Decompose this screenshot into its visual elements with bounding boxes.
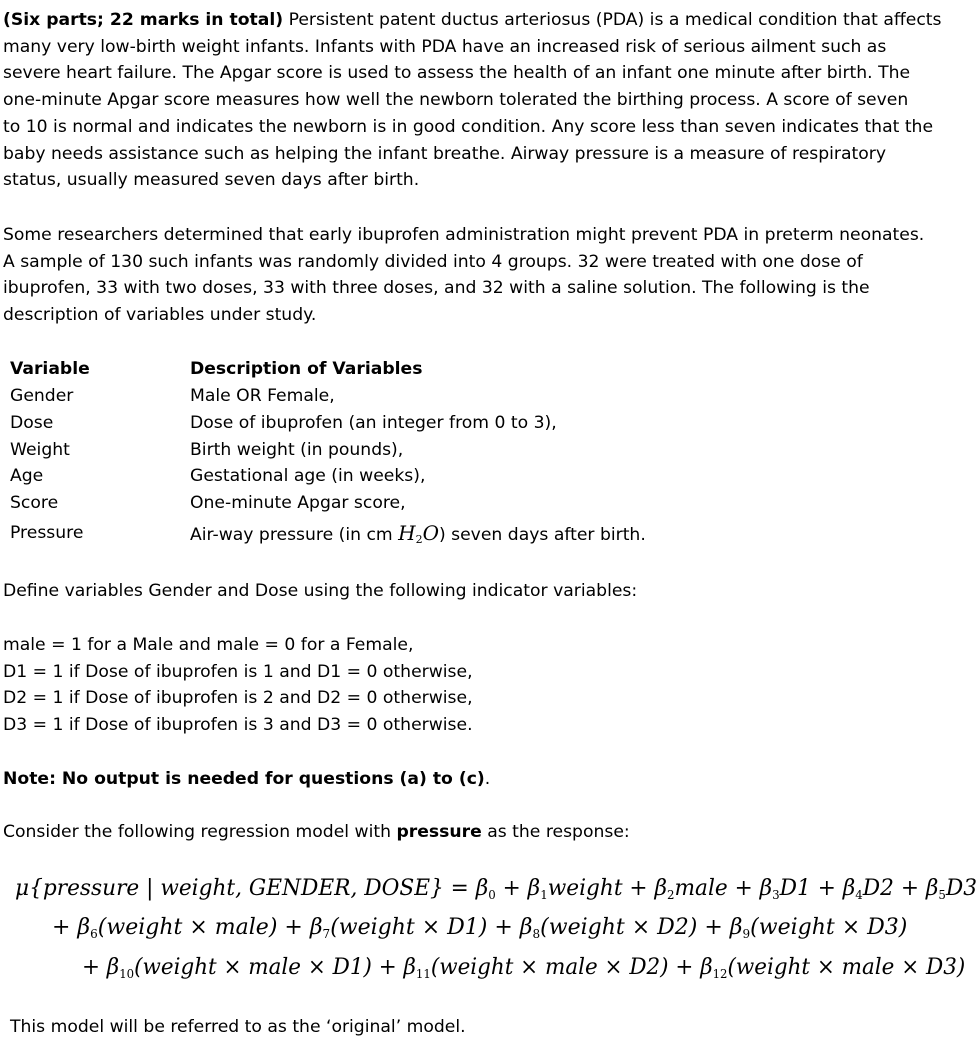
h2o-unit: $H_2O$ xyxy=(398,521,439,546)
variable-description: Gestational age (in weeks), xyxy=(190,466,426,486)
intro-line: baby needs assistance such as helping the infant breathe. Airway pressure is a measure of respiratory xyxy=(3,143,886,164)
study-line: A sample of 130 such infants was randomly divided into 4 groups. 32 were treated with one dose of xyxy=(3,251,863,272)
variable-description: Male OR Female, xyxy=(190,386,335,406)
indicator-list xyxy=(3,632,965,739)
intro-line: (Six parts; 22 marks in total) Persistent patent ductus arteriosus (PDA) is a medical condition that affects xyxy=(3,10,942,30)
study-line: description of variables under study. xyxy=(3,305,317,326)
intro-paragraph xyxy=(3,7,965,194)
variable-description: One-minute Apgar score, xyxy=(190,493,406,513)
equation-line-3: + $\beta_{10}(weight$ × male × $D1) + \beta_{11}(weight$ × male × $D2) + \beta_{12}(weight$ × male × D3) xyxy=(82,955,966,981)
variable-description: Dose of ibuprofen (an integer from 0 to 3), xyxy=(190,413,557,433)
consider-text: Consider the following regression model with pressure as the response: xyxy=(3,822,630,842)
equation-line-2: + $\beta_6(weight$ × male) + $\beta_7(weight \times D1)$ + $\beta_8(weight \times D2)$ + $\beta_9(weight \times D3)$ xyxy=(52,915,908,941)
variable-name: Weight xyxy=(10,440,70,460)
variable-description: Birth weight (in pounds), xyxy=(190,440,404,460)
variable-name: Pressure xyxy=(10,523,84,543)
variable-name: Age xyxy=(10,466,44,486)
closing-text: This model will be referred to as the ‘original’ model. xyxy=(10,1017,466,1037)
intro-line: many very low-birth weight infants. Infants with PDA have an increased risk of serious ailment such as xyxy=(3,36,887,57)
description-header: Description of Variables xyxy=(190,359,423,379)
indicator-item: D1 = 1 if Dose of ibuprofen is 1 and D1 = 0 otherwise, xyxy=(3,661,473,682)
study-line: ibuprofen, 33 with two doses, 33 with three doses, and 32 with a saline solution. The following is the xyxy=(3,278,870,299)
intro-line: status, usually measured seven days after birth. xyxy=(3,170,420,191)
variable-name: Score xyxy=(10,493,59,513)
indicator-item: D2 = 1 if Dose of ibuprofen is 2 and D2 = 0 otherwise, xyxy=(3,688,473,709)
indicator-item: D3 = 1 if Dose of ibuprofen is 3 and D3 = 0 otherwise. xyxy=(3,715,473,736)
study-line: Some researchers determined that early ibuprofen administration might prevent PDA in preterm neonates. xyxy=(3,225,925,245)
intro-line: to 10 is normal and indicates the newborn is in good condition. Any score less than seven indicates that the xyxy=(3,116,934,137)
indicator-item: male = 1 for a Male and male = 0 for a Female, xyxy=(3,635,414,655)
intro-line: severe heart failure. The Apgar score is used to assess the health of an infant one minute after birth. The xyxy=(3,63,911,84)
study-paragraph xyxy=(3,222,965,329)
marks-heading: (Six parts; 22 marks in total) xyxy=(3,10,284,30)
define-text: Define variables Gender and Dose using the following indicator variables: xyxy=(3,581,638,601)
variable-description: Air-way pressure (in cm $H_2O$) seven days after birth. xyxy=(190,521,646,546)
variable-header: Variable xyxy=(10,359,90,379)
variable-name: Gender xyxy=(10,386,74,406)
intro-line: one-minute Apgar score measures how well the newborn tolerated the birthing process. A score of seven xyxy=(3,90,909,111)
equation-line-1: μ{pressure | weight, GENDER, DOSE} = $\beta_0$ + $\beta_1weight$ + $\beta_2male + \beta_3D1 + \beta_4D2 + \beta_5D3$ xyxy=(15,876,977,902)
variable-name: Dose xyxy=(10,413,54,433)
note-text: Note: No output is needed for questions (a) to (c). xyxy=(3,769,491,789)
